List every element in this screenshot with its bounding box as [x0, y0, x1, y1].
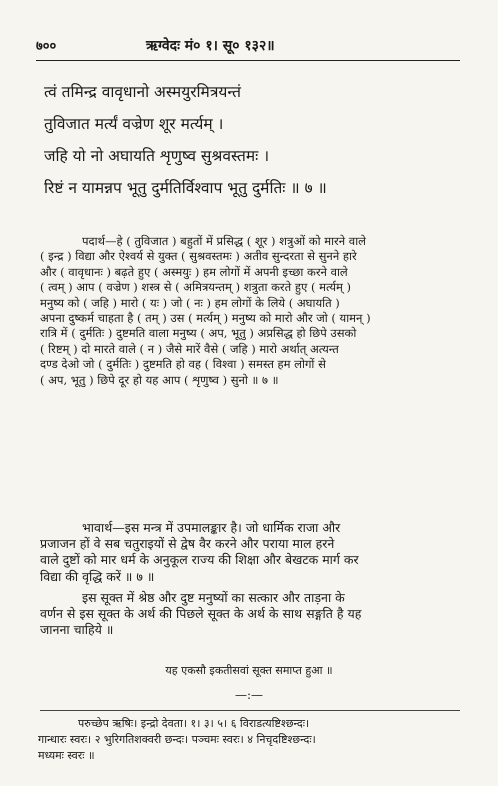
padarth-line: दण्ड देओ जो ( दुर्मतिः ) दुष्टमति हो वह ( विश्वा ) समस्त हम लोगों से	[40, 357, 326, 372]
footer-metadata	[38, 716, 478, 764]
bhavarth-line: भावार्थ—इस मन्त्र में उपमालङ्कार है। जो धार्मिक राजा और	[82, 520, 341, 535]
padarth-paragraph	[40, 234, 476, 388]
padarth-line: ( रिष्टम् ) दो मारते वाले ( न ) जैसे मारें वैसे ( जहि ) मारो अर्थात् अत्यन्त	[40, 341, 339, 356]
page-number: ७००	[36, 39, 57, 54]
padarth-line: मनुष्य को ( जहि ) मारो ( यः ) जो ( नः ) हम लोगों के लिये ( अघायति )	[40, 295, 340, 310]
padarth-line: ( त्वम् ) आप ( वज्रेण ) शस्त्र से ( अमित्रयन्तम् ) शत्रुता करते हुए ( मर्त्यम् )	[40, 280, 352, 295]
padarth-line: और ( वावृधानः ) बढ़ते हुए ( अस्मयुः ) हम लोगों में अपनी इच्छा करने वाले	[40, 264, 348, 279]
footer-rule	[40, 710, 460, 711]
bhavarth-line: वाले दुष्टों को मार धर्म के अनुकूल राज्य की शिक्षा और बेखटक मार्ग कर	[40, 552, 359, 568]
bhavarth-paragraph	[40, 520, 476, 585]
footer-line: परुच्छेप ऋषिः। इन्द्रो देवता। १। ३। ५। ६ विराडत्यष्टिश्छन्दः।	[78, 717, 310, 730]
mantra-line: रिष्टं न यामन्नप भूतु दुर्मतिर्विश्वाप भूतु दुर्मतिः ॥ ७ ॥	[44, 179, 327, 197]
header-rule	[36, 60, 460, 61]
footer-line: मध्यमः स्वरः ॥	[38, 749, 95, 762]
padarth-line: ( इन्द्र ) विद्या और ऐश्वर्य से युक्त ( सुश्रवस्तमः ) अतीव सुन्दरता से सुनने हारे	[40, 249, 357, 264]
padarth-line: पदार्थ—हे ( तुविजात ) बहुतों में प्रसिद्ध ( शूर ) शत्रुओं को मारने वाले	[82, 234, 366, 248]
running-title: ऋग्वेदः मं० १। सू० १३२॥	[146, 38, 275, 54]
sukta-closing-line: यह एकसौ इकतीसवां सूक्त समाप्त हुआ ॥	[165, 664, 333, 677]
summary-line: इस सूक्त में श्रेष्ठ और दुष्ट मनुष्यों का सत्कार और ताड़ना के	[82, 590, 345, 605]
bhavarth-line: विद्या की वृद्धि करें ॥ ७ ॥	[40, 568, 155, 584]
summary-line: जानना चाहिये ॥	[40, 622, 114, 638]
mantra-line: जहि यो नो अघायति शृणुष्व सुश्रवस्तमः ।	[44, 147, 270, 165]
footer-line: गान्धारः स्वरः। २ भुरिगतिशक्वरी छन्दः। पञ्चमः स्वरः। ४ निचृदष्टिश्छन्दः।	[38, 733, 316, 746]
mantra-line: तुविजात मर्त्यं वज्रेण शूर मर्त्यम् ।	[44, 115, 224, 133]
padarth-line: अपना दुष्कर्म चाहता है ( तम् ) उस ( मर्त्यम् ) मनुष्य को मारो और जो ( यामन् )	[40, 311, 371, 326]
mantra-line: त्वं तमिन्द्र वावृधानो अस्मयुरमित्रयन्तं	[44, 83, 241, 101]
padarth-line: ( अप, भूतु ) छिपे दूर हो यह आप ( शृणुष्व ) सुनो ॥ ७ ॥	[40, 372, 279, 387]
padarth-line: रात्रि में ( दुर्मतिः ) दुष्टमति वाला मनुष्य ( अप, भूतु ) अप्रसिद्ध हो छिपे उसको	[40, 326, 357, 341]
section-separator: —:—	[234, 688, 264, 702]
summary-paragraph	[40, 590, 476, 639]
page-header	[36, 36, 462, 56]
bhavarth-line: प्रजाजन हों वे सब चतुराइयों से द्वेष वैर करने और पराया माल हरने	[40, 536, 335, 552]
summary-line: वर्णन से इस सूक्त के अर्थ की पिछले सूक्त के अर्थ के साथ सङ्गति है यह	[40, 606, 362, 622]
